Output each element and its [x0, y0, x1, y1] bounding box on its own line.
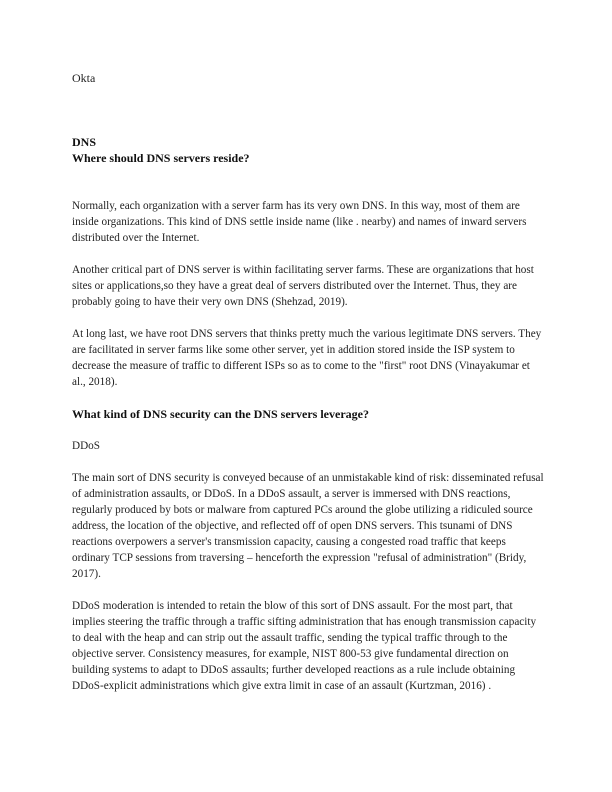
paragraph-5: DDoS moderation is intended to retain the blow of this sort of DNS assault. For the most part, that implies steering the traffic through a traffic sifting administration that has enough transmission capacity to deal with the heap and can strip out the assault traffic, sending the typical traffic through to the objective server. Consistency measures, for example, NIST 800-53 give fundamental direction on building systems to adapt to DDoS assaults; further developed reactions as a rule include obtaining DDoS-explicit administrations which give extra limit in case of an assault (Kurtzman, 2016) . [72, 600, 537, 692]
paragraph-2: Another critical part of DNS server is within facilitating server farms. These are organizations that host sites or applications,so they have a great deal of servers distributed over the Internet. Thus, they are probably going to have their very own DNS (Shehzad, 2019). [72, 264, 534, 308]
section-title: DNS [72, 135, 97, 149]
question-heading-2: What kind of DNS security can the DNS servers leverage? [72, 407, 369, 421]
paragraph-1: Normally, each organization with a server farm has its very own DNS. In this way, most of them are inside organizations. This kind of DNS settle inside name (like . nearby) and names of inward servers distributed over the Internet. [72, 200, 527, 244]
subheading-ddos: DDoS [72, 440, 100, 452]
page-header: Okta [72, 71, 96, 85]
paragraph-4: The main sort of DNS security is conveyed because of an unmistakable kind of risk: disseminated refusal of administration assaults, or DDoS. In a DDoS assault, a server is immersed with DNS reactions, regularly produced by bots or malware from captured PCs around the globe utilizing a ridiculed source address, the location of the objective, and reflected off of open DNS servers. This tsunami of DNS reactions overpowers a server's transmission capacity, causing a congested road traffic that keeps ordinary TCP sessions from traversing – henceforth the expression "refusal of administration" (Bridy, 2017). [72, 472, 544, 580]
question-heading-1: Where should DNS servers reside? [72, 151, 250, 165]
paragraph-3: At long last, we have root DNS servers that thinks pretty much the various legitimate DNS servers. They are facilitated in server farms like some other server, yet in addition stored inside the ISP system to decrease the measure of traffic to different ISPs so as to come to the "first" root DNS (Vinayakumar et al., 2018). [72, 328, 542, 388]
document-body [72, 134, 544, 694]
